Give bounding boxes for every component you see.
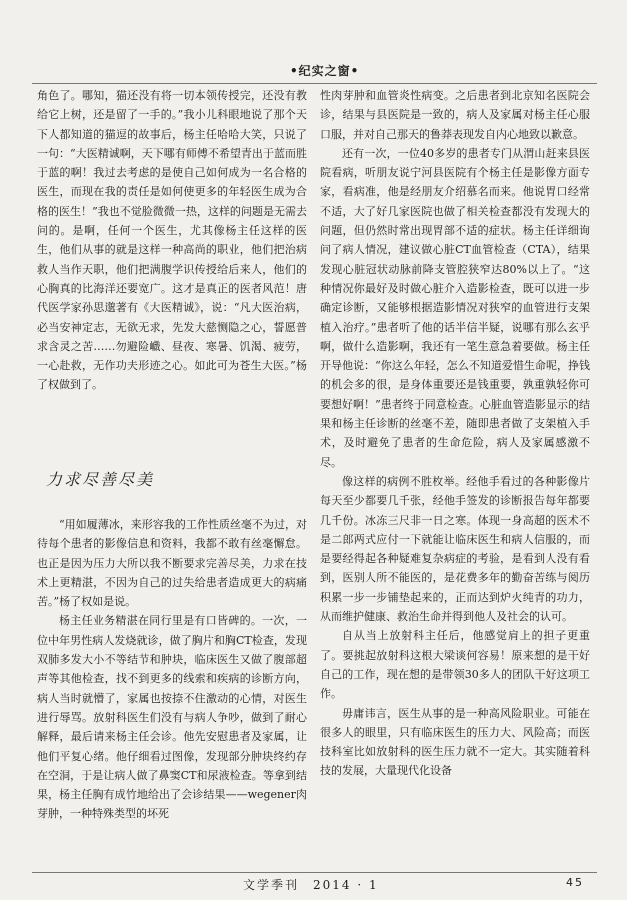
header-divider (32, 83, 597, 84)
body-paragraph: 性肉芽肿和血管炎性病变。之后患者到北京知名医院会诊，结果与县医院是一致的，病人及家属对杨主任心服口服，并对自己那天的鲁莽表现发自内心地致以歉意。 (320, 89, 590, 141)
body-paragraph: 自从当上放射科主任后，他感觉肩上的担子更重了。要挑起放射科这根大梁谈何容易！原来想的是干好自己的工作，现在想的是带领30多人的团队干好这项工作。 (320, 629, 590, 701)
section-title: 力求尽善尽美 (46, 470, 155, 489)
footer-divider (32, 872, 597, 873)
body-paragraph: 像这样的病例不胜枚举。经他手看过的各种影像片每天至少都要几千张，经他手签发的诊断报告每年都要几千份。冰冻三尺非一日之寒。体现一身高超的医术不是二郎两式应付一下就能让临床医生和病人信服的，而是要经得起各种疑难复杂病症的考验，是看到人没有看到，医别人所不能医的，是花费多年的勤奋苦练与阅历积累一步一步铺垫起来的，正而达到炉火纯青的功力，从而维护健康、救治生命并得到他人及社会的认可。 (320, 474, 590, 624)
left-column-bottom (37, 515, 307, 824)
magazine-issue: 文学季刊 2014 · 1 (243, 878, 379, 892)
body-paragraph: 杨主任业务精湛在同行里是有口皆碑的。一次，一位中年男性病人发烧就诊，做了胸片和胸CT检查，发现双肺多发大小不等结节和肿块，临床医生又做了腹部超声等其他检查，找不到更多的线索和疾病的诊断方向，病人当时就懵了，家属也按捺不住激动的心情，对医生进行辱骂。放射科医生们没有与病人争吵，做到了耐心解释，最后请来杨主任会诊。他先安慰患者及家属，让他们平复心绪。他仔细看过图像，发现部分肿块终约存在空洞，于是让病人做了鼻窦CT和尿液检查。等拿到结果，杨主任胸有成竹地给出了会诊结果——wegener肉芽肿，一种特殊类型的坏死 (37, 614, 307, 821)
column-tag: •纪实之窗• (290, 64, 360, 78)
body-paragraph: 还有一次，一位40多岁的患者专门从渭山赶来县医院看病，听朋友说宁河县医院有个杨主任是影像方面专家，看病准，他是经朋友介绍慕名而来。他说胃口经常不适，大了好几家医院也做了相关检查都没有发现大的问题，但仍然时常出现胃部不适的症状。杨主任详细询问了病人情况，建议做心脏CT血管检查（CTA），结果发现心脏冠状动脉前降支管腔狭窄达80%以上了。“这种情况你最好及时做心脏介入造影检查，既可以进一步确定诊断，又能够根据造影情况对狭窄的血管进行支架植入治疗。”患者听了他的话半信半疑，说哪有那么玄乎啊，做什么造影啊，我还有一笔生意急着要做。杨主任开导他说：“你这么年轻，怎么不知道爱惜生命呢，挣钱的机会多的很，是身体重要还是钱重要，孰重孰轻你可要想好啊！”患者终于同意检查。心脏血管造影显示的结果和杨主任诊断的丝毫不差，随即患者做了支架植入手术，及时避免了患者的生命危险，病人及家属感激不尽。 (320, 146, 590, 469)
body-paragraph: 毋庸讳言，医生从事的是一种高风险职业。可能在很多人的眼里，只有临床医生的压力大、风险高；而医技科室比如放射科的医生压力就不一定大。其实随着科技的发展，大量现代化设备 (320, 706, 590, 778)
page-number: 45 (566, 876, 584, 889)
right-column (320, 86, 590, 781)
left-column-top (37, 86, 307, 395)
body-paragraph: “用如履薄冰，来形容我的工作性质丝毫不为过，对待每个患者的影像信息和资料，我都不敢有丝毫懈怠。也正是因为压力大所以我不断要求完善尽美，力求在技术上更精湛，不因为自己的过失给患者造成更大的病痛苦。”杨了权如是说。 (37, 518, 307, 609)
body-paragraph: 角色了。哪知，猫还没有将一切本领传授完，还没有教给它上树，还是留了一手的。”我小儿科眼地说了那个天下人都知道的猫逗的故事后，杨主任哈哈大笑，只说了一句：“大医精诚啊，天下哪有师傅不希望青出于蓝而胜于蓝的啊！我过去考虑的是使自己如何成为一名合格的医生，而现在我的责任是如何使更多的年轻医生成为合格的医生！”我也不觉脸微微一热，这样的问题是无需去问的。是啊，任何一个医生，尤其像杨主任这样的医生，他们从事的就是这样一种高尚的职业，他们把治病救人当作天职，他们把满腹学识传授给后来人，他们的心胸真的比海洋还要宽广。这才是真正的医者风范！唐代医学家孙思邈著有《大医精诚》，说：“凡大医治病，必当安神定志，无欲无求，先发大慈恻隐之心，誓愿普求含灵之苦……勿避险巇、昼夜、寒暑、饥渴、疲劳，一心赴救，无作功夫形迹之心。如此可为苍生大医。”杨了权做到了。 (37, 89, 307, 392)
